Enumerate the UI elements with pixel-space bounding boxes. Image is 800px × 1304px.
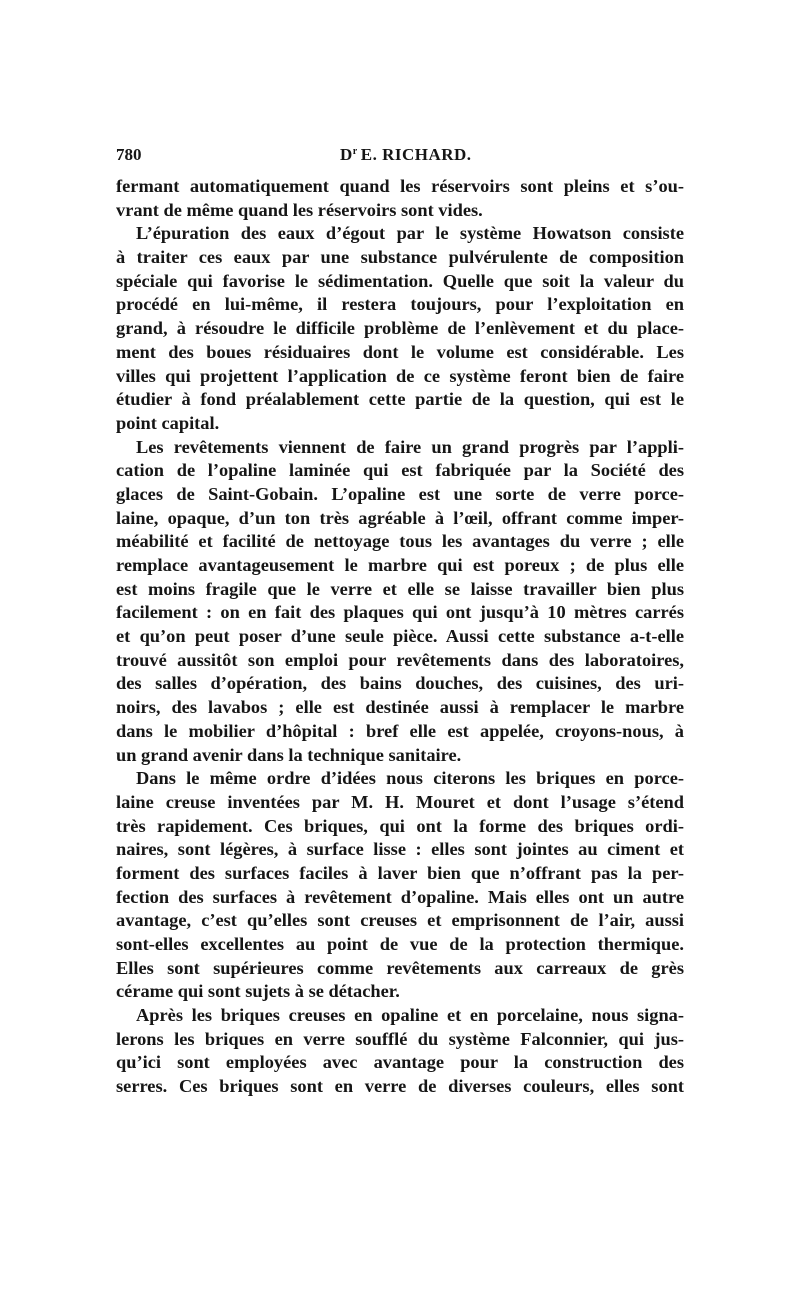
text-line: villes qui projettent l’application de ce système feront bien de faire <box>116 365 684 386</box>
text-line: Après les briques creuses en opaline et en porcelaine, nous signa- <box>136 1005 684 1026</box>
text-line: des salles d’opération, des bains douches, des cuisines, des uri- <box>116 673 684 694</box>
text-line: Les revêtements viennent de faire un grand progrès par l’appli- <box>136 436 684 457</box>
text-line: Dans le même ordre d’idées nous citerons les briques en porce- <box>136 768 684 789</box>
text-line: lerons les briques en verre soufflé du système Falconnier, qui jus- <box>116 1028 684 1049</box>
text-line: qu’ici sont employées avec avantage pour la construction des <box>116 1052 684 1073</box>
text-line: facilement : on en fait des plaques qui ont jusqu’à 10 mètres carrés <box>116 602 684 623</box>
text-line: grand, à résoudre le difficile problème de l’enlèvement et du place- <box>116 318 684 339</box>
body-text <box>116 175 684 1099</box>
page-number: 780 <box>116 145 142 164</box>
text-line: laine, opaque, d’un ton très agréable à l’œil, offrant comme imper- <box>116 507 684 528</box>
text-line: glaces de Saint-Gobain. L’opaline est une sorte de verre porce- <box>116 483 684 504</box>
page-header <box>116 145 684 167</box>
text-line: vrant de même quand les réservoirs sont vides. <box>116 199 483 220</box>
text-line: dans le mobilier d’hôpital : bref elle est appelée, croyons-nous, à <box>116 720 684 741</box>
author-title-sup: r <box>352 146 358 157</box>
text-line: cérame qui sont sujets à se détacher. <box>116 981 400 1002</box>
text-line: très rapidement. Ces briques, qui ont la forme des briques ordi- <box>116 815 684 836</box>
text-line: méabilité et facilité de nettoyage tous les avantages du verre ; elle <box>116 531 684 552</box>
text-line: à traiter ces eaux par une substance pulvérulente de composition <box>116 247 684 268</box>
text-line: L’épuration des eaux d’égout par le système Howatson consiste <box>136 223 684 244</box>
text-line: fermant automatiquement quand les réservoirs sont pleins et s’ou- <box>116 176 684 196</box>
text-line: et qu’on peut poser d’une seule pièce. Aussi cette substance a-t-elle <box>116 626 684 647</box>
author-name: E. RICHARD. <box>360 145 472 164</box>
text-line: est moins fragile que le verre et elle se laisse travailler bien plus <box>116 578 684 599</box>
text-line: laine creuse inventées par M. H. Mouret et dont l’usage s’étend <box>116 791 684 812</box>
text-line: procédé en lui-même, il restera toujours, pour l’exploitation en <box>116 294 684 315</box>
text-line: cation de l’opaline laminée qui est fabriquée par la Société des <box>116 460 684 481</box>
running-head <box>340 145 472 165</box>
text-line: avantage, c’est qu’elles sont creuses et emprisonnent de l’air, aussi <box>116 910 684 931</box>
text-line: étudier à fond préalablement cette partie de la question, qui est le <box>116 389 684 410</box>
book-page <box>116 0 684 1304</box>
text-line: serres. Ces briques sont en verre de diverses couleurs, elles sont <box>116 1076 684 1097</box>
text-line: fection des surfaces à revêtement d’opaline. Mais elles ont un autre <box>116 886 684 907</box>
text-line: spéciale qui favorise le sédimentation. Quelle que soit la valeur du <box>116 270 684 291</box>
text-line: ment des boues résiduaires dont le volume est considérable. Les <box>116 341 684 362</box>
text-line: trouvé aussitôt son emploi pour revêtements dans des laboratoires, <box>116 649 684 670</box>
text-line: naires, sont légères, à surface lisse : elles sont jointes au ciment et <box>116 839 684 860</box>
text-line: forment des surfaces faciles à laver bien que n’offrant pas la per- <box>116 862 684 883</box>
text-line: un grand avenir dans la technique sanitaire. <box>116 744 462 765</box>
text-line: Elles sont supérieures comme revêtements aux carreaux de grès <box>116 957 684 978</box>
text-line: sont-elles excellentes au point de vue de la protection thermique. <box>116 934 684 954</box>
text-line: remplace avantageusement le marbre qui est poreux ; de plus elle <box>116 555 684 575</box>
author-prefix: D <box>340 145 353 164</box>
text-line: noirs, des lavabos ; elle est destinée aussi à remplacer le marbre <box>116 697 684 718</box>
text-line: point capital. <box>116 412 220 433</box>
